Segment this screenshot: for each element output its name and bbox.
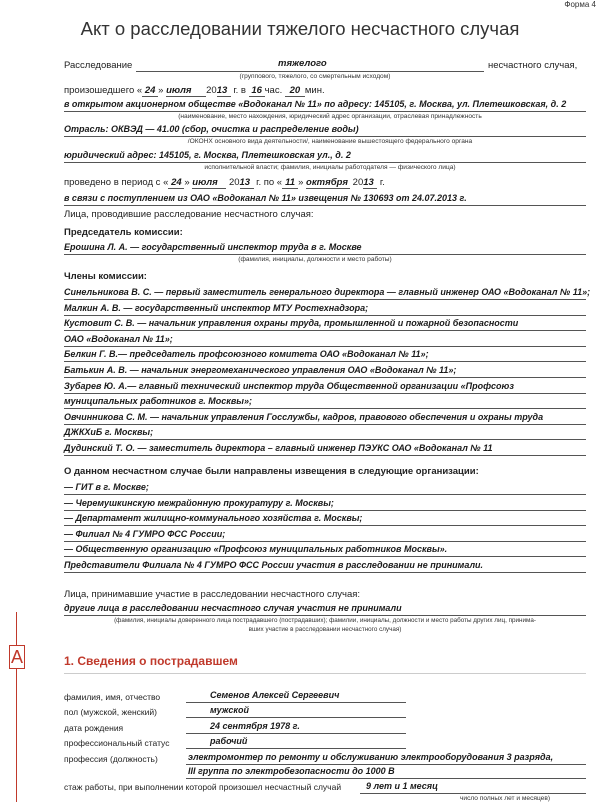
notification-line: — Департамент жилищно-коммунального хозяйства г. Москвы; (64, 513, 363, 524)
victim-field-value: Семенов Алексей Сергеевич (210, 690, 340, 700)
section-marker-line (16, 612, 17, 802)
occurred-year: 13 (217, 85, 231, 97)
legal-caption: исполнительной власти; фамилия, инициалы работодателя — физического лица) (204, 164, 456, 171)
experience-value: 9 лет и 1 месяц (366, 781, 438, 791)
occurred-minute: 20 (285, 85, 305, 97)
participants-caption-1: (фамилия, инициалы доверенного лица пострадавшего (пострадавших); фамилии, инициалы, должности и место работы других лиц, принима- (114, 617, 536, 624)
occurred-mid1: » (158, 85, 164, 96)
victim-field-rule (186, 733, 406, 734)
page-title: Акт о расследовании тяжелого несчастного случая (80, 18, 520, 39)
chair-heading: Председатель комиссии: (64, 227, 183, 238)
occurred-prefix: произошедшего « (64, 85, 143, 96)
investigation-caption: (группового, тяжелого, со смертельным исходом) (239, 73, 391, 80)
victim-field-label: пол (мужской, женский) (64, 707, 157, 718)
victim-field-label: фамилия, имя, отчество (64, 692, 161, 702)
victim-field-rule (186, 748, 406, 749)
experience-caption: число полных лет и месяцев) (459, 795, 551, 802)
victim-field-rule (186, 764, 586, 765)
period-mid3: » (298, 177, 304, 188)
legal-value: юридический адрес: 145105, г. Москва, Плетешковская ул., д. 2 (64, 150, 351, 160)
section-marker: A (10, 647, 23, 667)
occurred-suffix: мин. (304, 85, 325, 96)
notification-rule (64, 572, 586, 573)
victim-field-value: рабочий (210, 736, 248, 747)
member-line: Батькин А. В. — начальник энергомеханического управления ОАО «Водоканал № 11»; (64, 365, 457, 375)
member-rule (64, 361, 586, 362)
notification-line: — Черемушкинскую межрайонную прокуратуру г. Москвы; (64, 497, 334, 508)
member-line: Овчинникова С. М. — начальник управления Госслужбы, кадров, правового обеспечения и охраны труда (64, 411, 544, 422)
occurred-day: 24 (142, 85, 158, 97)
notification-line: — Общественную организацию «Профсоюз муниципальных работников Москвы». (64, 544, 448, 555)
period-month1: июля (192, 177, 226, 189)
form-label: Форма 4 (564, 0, 596, 9)
investigation-value: тяжелого (278, 58, 327, 69)
participants-value: другие лица в расследовании несчастного случая участия не принимали (64, 603, 402, 613)
victim-field-value: электромонтер по ремонту и обслуживанию электрооборудования 3 разряда, (188, 751, 554, 762)
notification-line: Представители Филиала № 4 ГУМРО ФСС России участия в расследовании не принимали. (64, 560, 484, 570)
victim-field-label: профессия (должность) (64, 753, 158, 764)
occurred-mid3: час. (264, 85, 283, 96)
chair-value: Ерошина Л. А. — государственный инспектор труда в г. Москве (64, 242, 362, 252)
period-year2: 13 (363, 177, 377, 189)
member-rule (64, 346, 586, 347)
victim-field-value: мужской (210, 705, 249, 716)
notification-rule (64, 541, 586, 542)
period-suffix: г. (379, 177, 385, 188)
member-line: Малкин А. В. — государственный инспектор МТУ Ростехнадзора; (64, 302, 369, 313)
participants-label: Лица, принимавшие участие в расследовании несчастного случая: (64, 589, 361, 600)
victim-field-label: дата рождения (64, 722, 124, 733)
member-line: Зубарев Ю. А.— главный технический инспектор труда Общественной организации «Профсоюз (64, 380, 514, 391)
branch-value: Отрасль: ОКВЭД — 41.00 (сбор, очистка и распределение воды) (64, 124, 359, 134)
occurred-mid2: г. в (233, 85, 246, 96)
experience-label: стаж работы, при выполнении которой произошел несчастный случай (64, 782, 342, 792)
notification-line: — ГИТ в г. Москве; (64, 482, 149, 492)
investigation-suffix: несчастного случая, (488, 60, 578, 71)
notice-value: в связи с поступлением из ОАО «Водоканал № 11» извещения № 130693 от 24.07.2013 г. (64, 193, 467, 203)
member-line: Синельникова В. С. — первый заместитель генерального директора — главный инженер ОАО «Водоканал № 11»; (64, 287, 591, 297)
notifications-heading: О данном несчастном случае были направлены извещения в следующие организации: (64, 466, 479, 477)
member-rule (64, 439, 586, 440)
section-heading: 1. Сведения о пострадавшем (64, 654, 238, 668)
occurred-month: июля (166, 85, 206, 97)
member-line: Белкин Г. В.— председатель профсоюзного комитета ОАО «Водоканал № 11»; (64, 349, 429, 360)
period-month2: октября (306, 177, 350, 189)
member-line: ОАО «Водоканал № 11»; (64, 333, 173, 344)
occurred-hour: 16 (249, 85, 265, 97)
member-rule (64, 455, 586, 456)
member-line: муниципальных работников г. Москвы»; (64, 396, 252, 407)
chair-caption: (фамилия, инициалы, должности и место работы) (238, 256, 392, 263)
branch-caption: /ОКОНХ основного вида деятельности/, наименование вышестоящего федерального органа (187, 138, 473, 145)
occurred-line (64, 85, 325, 97)
org-caption: (наименование, место нахождения, юридический адрес организации, отраслевая принадлежность (178, 113, 482, 120)
persons-label: Лица, проводившие расследование несчастного случая: (64, 209, 314, 220)
victim-field-rule (186, 717, 406, 718)
member-line: Дудинский Т. О. — заместитель директора – главный инженер ПЭУКС ОАО «Водоканал № 11 (64, 443, 493, 453)
period-mid2: г. по « (256, 177, 283, 188)
notification-rule (64, 556, 586, 557)
occurred-year-prefix: 20 (206, 85, 217, 96)
period-prefix: проведено в период с « (64, 177, 169, 188)
member-rule (64, 315, 586, 316)
period-day2: 11 (282, 177, 298, 189)
period-mid1: » (184, 177, 190, 188)
member-rule (64, 408, 586, 409)
member-rule (64, 393, 586, 394)
notification-rule (64, 525, 586, 526)
victim-field-rule (186, 702, 406, 703)
profession-cont: III группа по электробезопасности до 1000 В (188, 766, 395, 776)
notification-line: — Филиал № 4 ГУМРО ФСС России; (64, 528, 226, 539)
period-y2p: 20 (352, 177, 364, 188)
notification-rule (64, 494, 586, 495)
participants-caption-2: вших участие в расследовании несчастного случая) (248, 626, 402, 633)
org-value: в открытом акционерном обществе «Водоканал № 11» по адресу: 145105, г. Москва, ул. Плетешковская, д. 2 (64, 99, 567, 109)
members-heading: Члены комиссии: (64, 271, 147, 282)
member-rule (64, 299, 586, 300)
member-line: ДЖКХиБ г. Москвы; (64, 427, 154, 438)
member-line: Кустовит С. В. — начальник управления охраны труда, промышленной и пожарной безопасности (64, 318, 519, 329)
investigation-label: Расследование (64, 60, 133, 71)
victim-field-label: профессиональный статус (64, 738, 170, 749)
member-rule (64, 377, 586, 378)
period-y1p: 20 (228, 177, 240, 188)
victim-field-value: 24 сентября 1978 г. (210, 720, 300, 731)
member-rule (64, 330, 586, 331)
period-line (64, 177, 385, 189)
member-rule (64, 424, 586, 425)
period-year1: 13 (240, 177, 254, 189)
period-day1: 24 (168, 177, 184, 189)
notification-rule (64, 510, 586, 511)
